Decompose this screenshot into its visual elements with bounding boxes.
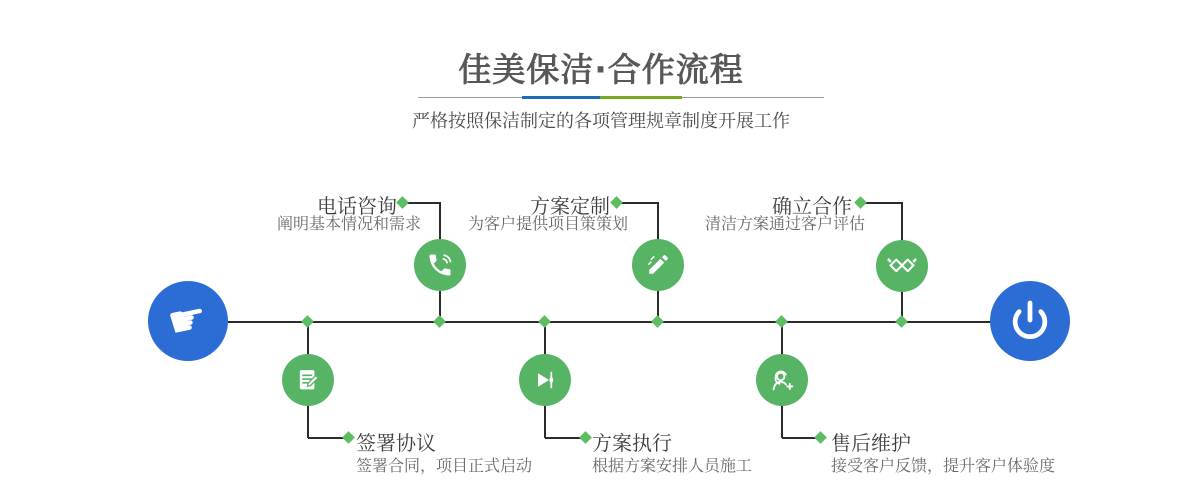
title-divider [418,96,824,100]
timeline-diamond [433,315,446,328]
step4-circle [282,354,334,406]
timeline-diamond [651,315,664,328]
play-execute-icon [531,366,559,394]
step4-description: 签署合同，项目正式启动 [356,456,533,475]
label-diamond [610,196,623,209]
label-diamond [342,431,355,444]
page-subtitle: 严格按照保洁制定的各项管理规章制度开展工作 [412,111,790,132]
connector-stub-step5 [545,437,582,439]
step4-title: 签署协议 [356,431,436,455]
customer-service-icon [768,366,797,395]
step1-description: 阐明基本情况和需求 [276,214,421,233]
step5-circle [519,354,571,406]
label-diamond [579,431,592,444]
step3-description: 清洁方案通过客户评估 [704,214,865,233]
connector-stub-step1 [407,202,440,204]
label-diamond [854,196,867,209]
timeline-diamond [301,315,314,328]
power-icon [1008,299,1052,343]
step2-circle [632,239,684,291]
divider-green-segment [600,96,682,99]
step6-description: 接受客户反馈，提升客户体验度 [831,456,1056,475]
connector-stub-step2 [621,202,658,204]
timeline-diamond [775,315,788,328]
phone-call-icon [426,251,454,279]
timeline-start-node [148,281,228,361]
pencil-edit-icon [644,251,672,279]
step2-title: 方案定制 [530,194,610,218]
step1-circle [414,239,466,291]
step3-title: 确立合作 [772,194,852,218]
timeline-diamond [895,315,908,328]
page-title: 佳美保洁·合作流程 [458,50,744,89]
hand-pointing-right-icon: ☛ [163,291,213,350]
timeline-diamond [538,315,551,328]
step2-description: 为客户提供项目策策划 [467,214,628,233]
label-diamond [814,431,827,444]
step6-title: 售后维护 [831,431,911,455]
divider-blue-segment [522,96,600,99]
contract-sign-icon [294,366,322,394]
connector-stub-step6 [782,437,816,439]
step5-title: 方案执行 [592,431,672,455]
connector-stub-step4 [308,437,344,439]
step6-circle [756,354,808,406]
timeline-end-node [990,281,1070,361]
connector-stub-step3 [865,202,902,204]
label-diamond [396,196,409,209]
timeline-main-line [228,321,992,323]
handshake-icon [887,251,917,281]
step1-title: 电话咨询 [317,194,397,218]
step3-circle [876,240,928,292]
step5-description: 根据方案安排人员施工 [592,456,753,475]
